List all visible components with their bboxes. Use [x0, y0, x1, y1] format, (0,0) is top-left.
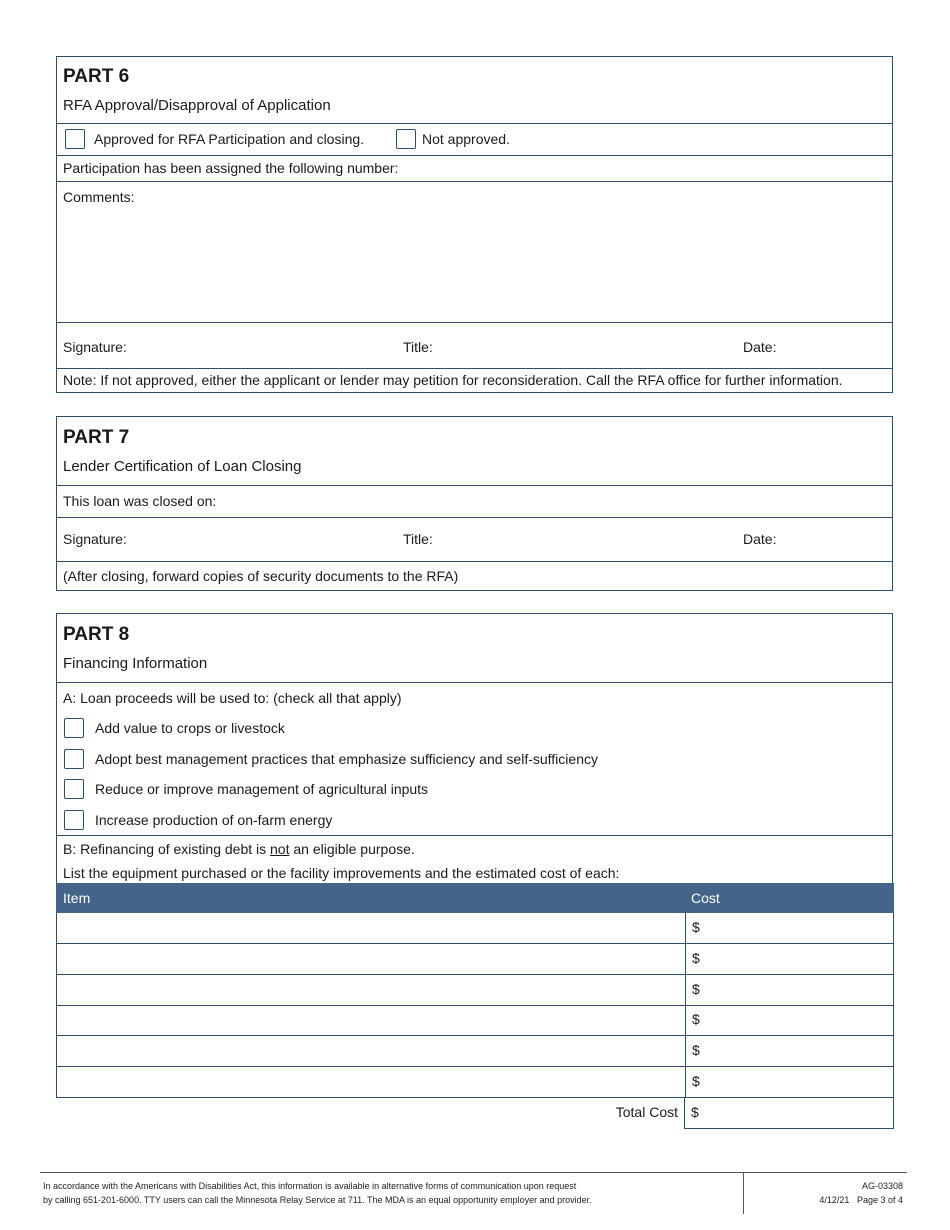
not-approved-label: Not approved.	[422, 131, 510, 147]
part6-note-row	[57, 368, 892, 392]
option-label: Adopt best management practices that emphasize sufficiency and self-sufficiency	[95, 751, 598, 767]
part8-title: PART 8	[63, 624, 130, 645]
part8-header	[57, 614, 892, 682]
part6-header	[57, 57, 892, 123]
title-label: Title:	[403, 339, 433, 355]
signature-label: Signature:	[63, 339, 127, 355]
table-row[interactable]	[56, 975, 894, 1006]
footer-rule	[40, 1172, 907, 1173]
option-label: Increase production of on-farm energy	[95, 812, 333, 828]
part7-header	[57, 417, 892, 485]
footer-ada-line1: In accordance with the Americans with Disabilities Act, this information is available in alternative forms of communication upon request	[43, 1181, 577, 1191]
section-a	[57, 682, 892, 835]
section-a-label: A: Loan proceeds will be used to: (check all that apply)	[63, 690, 402, 706]
part7-title: PART 7	[63, 427, 130, 448]
footer-date-page	[819, 1195, 903, 1205]
currency-symbol: $	[692, 1042, 700, 1058]
cell-divider	[685, 913, 686, 943]
part6-subtitle: RFA Approval/Disapproval of Application	[63, 97, 331, 114]
footer-divider	[743, 1172, 744, 1214]
currency-symbol: $	[691, 1104, 699, 1120]
part8-subtitle: Financing Information	[63, 655, 208, 672]
footer-ada-line2: by calling 651-201-6000. TTY users can call the Minnesota Relay Service at 711. The MDA is an equal opportunity employer and provider.	[43, 1195, 592, 1205]
section-b	[57, 835, 892, 885]
part6-note: Note: If not approved, either the applicant or lender may petition for reconsideration. Call the RFA office for further information.	[63, 372, 843, 388]
option-checkbox-energy[interactable]	[64, 810, 84, 830]
part6-approval-row	[57, 123, 892, 155]
table-row[interactable]	[56, 913, 894, 944]
option-label: Reduce or improve management of agricultural inputs	[95, 781, 429, 797]
cell-divider	[685, 944, 686, 974]
cell-divider	[685, 975, 686, 1005]
cell-divider	[685, 1005, 686, 1035]
closed-label: This loan was closed on:	[63, 493, 217, 509]
title-label: Title:	[403, 531, 433, 547]
signature-label: Signature:	[63, 531, 127, 547]
after-closing-note: (After closing, forward copies of security documents to the RFA)	[63, 568, 459, 584]
approved-label: Approved for RFA Participation and closing.	[94, 131, 365, 147]
section-b-prefix: B: Refinancing of existing debt is	[63, 841, 271, 857]
column-header-item: Item	[63, 890, 91, 906]
footer-form-id: AG-03308	[861, 1181, 903, 1191]
part6-signature-row	[57, 322, 892, 368]
part6-section	[56, 56, 893, 393]
list-instruction: List the equipment purchased or the facility improvements and the estimated cost of each:	[63, 865, 620, 881]
comments-label: Comments:	[63, 189, 135, 205]
table-header	[56, 883, 894, 913]
date-label: Date:	[743, 531, 777, 547]
option-label: Add value to crops or livestock	[95, 720, 285, 736]
comments-field[interactable]	[57, 181, 892, 322]
footer-page: Page 3 of 4	[856, 1195, 903, 1205]
part7-section	[56, 416, 893, 591]
date-label: Date:	[743, 339, 777, 355]
total-cost-label: Total Cost	[615, 1104, 678, 1120]
participation-label: Participation has been assigned the following number:	[63, 160, 399, 176]
footer-date: 4/12/21	[819, 1195, 850, 1205]
part7-subtitle: Lender Certification of Loan Closing	[63, 458, 302, 475]
table-row[interactable]	[56, 944, 894, 975]
currency-symbol: $	[692, 981, 700, 997]
cell-divider	[685, 1067, 686, 1097]
option-checkbox-best-practices[interactable]	[64, 749, 84, 769]
currency-symbol: $	[692, 1073, 700, 1089]
currency-symbol: $	[692, 919, 700, 935]
approved-checkbox[interactable]	[65, 129, 85, 149]
section-b-emphasis: not	[270, 841, 290, 857]
part6-title: PART 6	[63, 66, 130, 87]
not-approved-checkbox[interactable]	[396, 129, 416, 149]
loan-closed-date-field[interactable]	[57, 485, 892, 517]
column-header-cost: Cost	[691, 890, 720, 906]
currency-symbol: $	[692, 1011, 700, 1027]
option-checkbox-value-added[interactable]	[64, 718, 84, 738]
part8-section	[56, 613, 893, 884]
section-b-suffix: an eligible purpose.	[289, 841, 415, 857]
section-b-text	[63, 841, 415, 857]
part7-signature-row	[57, 517, 892, 561]
option-checkbox-inputs[interactable]	[64, 779, 84, 799]
participation-number-field[interactable]	[57, 155, 892, 181]
table-row[interactable]	[56, 1036, 894, 1067]
total-cost-field[interactable]	[684, 1098, 894, 1129]
table-row[interactable]	[56, 1005, 894, 1036]
total-row	[56, 1098, 894, 1129]
part7-note-row	[57, 561, 892, 590]
table-row[interactable]	[56, 1067, 894, 1098]
cell-divider	[685, 1036, 686, 1066]
currency-symbol: $	[692, 950, 700, 966]
